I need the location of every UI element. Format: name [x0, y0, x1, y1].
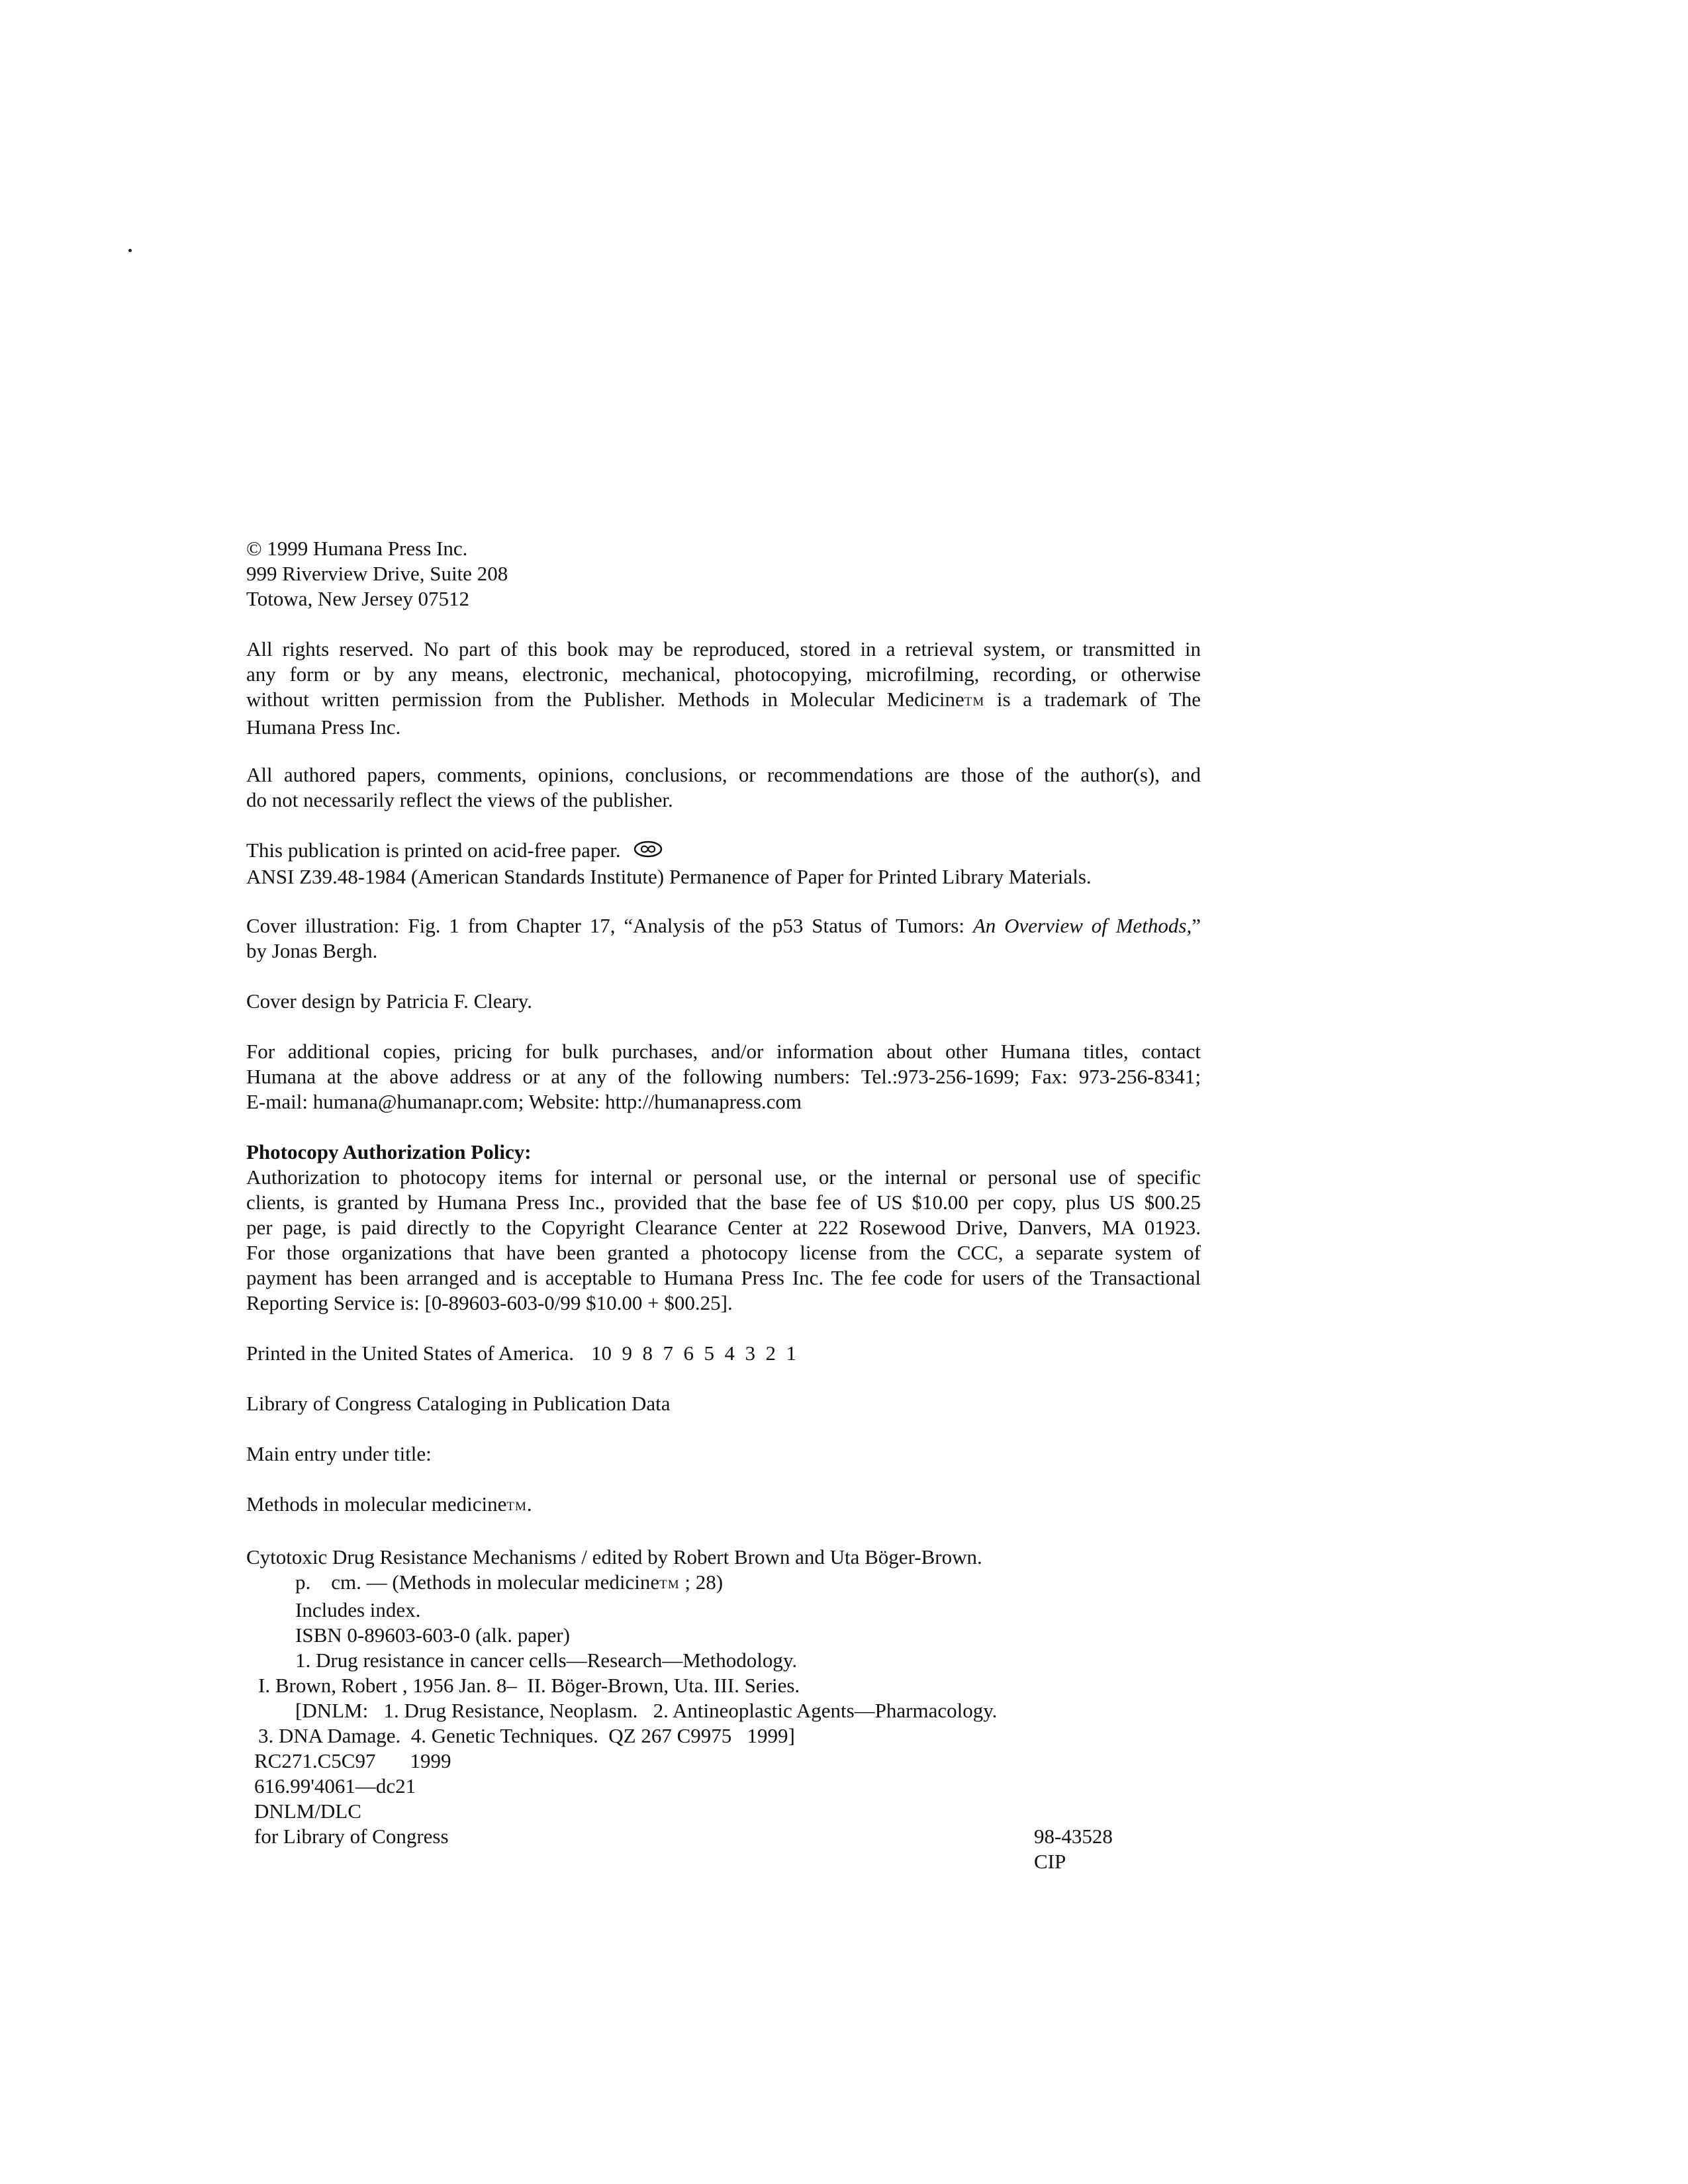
photocopy-line-3: per page, is paid directly to the Copyright Clearance Center at 222 Rosewood Drive, Danvers, MA 01923. [246, 1216, 1201, 1239]
includes-index-line: Includes index. [295, 1598, 421, 1621]
added-entries-line: I. Brown, Robert , 1956 Jan. 8– II. Böger-Brown, Uta. III. Series. [258, 1674, 800, 1697]
photocopy-heading: Photocopy Authorization Policy: [246, 1140, 532, 1163]
dnlm-line: [DNLM: 1. Drug Resistance, Neoplasm. 2. Antineoplastic Agents—Pharmacology. [295, 1699, 998, 1722]
photocopy-policy [246, 1140, 1201, 1316]
subject-line: 1. Drug resistance in cancer cells—Research—Methodology. [295, 1649, 798, 1672]
call-number: RC271.C5C97 [254, 1749, 376, 1772]
contact-line-2: Humana at the above address or at any of the following numbers: Tel.:973-256-1699; Fax: 973-256-8341; [246, 1065, 1201, 1088]
contact-paragraph [246, 1039, 1201, 1115]
photocopy-line-1: Authorization to photocopy items for internal or personal use, or the internal or personal use of specific [246, 1165, 1201, 1189]
stray-dot [128, 249, 132, 252]
rights-paragraph [246, 637, 1201, 740]
photocopy-line-5: payment has been arranged and is acceptable to Humana Press Inc. The fee code for users of the Transactional [246, 1266, 1201, 1289]
trademark-symbol: TM [964, 695, 985, 709]
rights-line-3 [246, 687, 1201, 715]
printed-text: Printed in the United States of America. [246, 1342, 575, 1365]
pcm-volume: ; 28) [679, 1570, 724, 1594]
series-text: Methods in molecular medicine [246, 1492, 507, 1516]
infinity-circle-icon [633, 839, 663, 864]
main-entry-line: Main entry under title: [246, 1442, 432, 1465]
rights-line-1: All rights reserved. No part of this book may be reproduced, stored in a retrieval system, or transmitted in [246, 637, 1201, 660]
disclaimer-line-2: do not necessarily reflect the views of the publisher. [246, 788, 673, 811]
pcm-trademark: TM [659, 1578, 680, 1592]
cover-illustration-paragraph [246, 913, 1201, 964]
printed-block [246, 1341, 1201, 1366]
for-library-of-congress: for Library of Congress [254, 1825, 449, 1848]
disclaimer-line-1: All authored papers, comments, opinions, conclusions, or recommendations are those of the author(s), and [246, 763, 1201, 786]
dnlm-dlc-line: DNLM/DLC [254, 1799, 361, 1823]
call-number-line [246, 1749, 1201, 1774]
cover-design-line: Cover design by Patricia F. Cleary. [246, 989, 533, 1013]
book-title-line: Cytotoxic Drug Resistance Mechanisms / edited by Robert Brown and Uta Böger-Brown. [246, 1545, 982, 1569]
rights-line-3-b: is a trademark of The [984, 688, 1201, 711]
cip-block [246, 1391, 1201, 1874]
pcm-text: p. cm. — (Methods in molecular medicine [295, 1570, 660, 1594]
photocopy-line-4: For those organizations that have been granted a photocopy license from the CCC, a separate system of [246, 1241, 1201, 1264]
photocopy-line-6: Reporting Service is: [0-89603-603-0/99 $10.00 + $00.25]. [246, 1291, 733, 1314]
dna-damage-line: 3. DNA Damage. 4. Genetic Techniques. QZ 267 C9975 1999] [258, 1724, 795, 1747]
publisher-address-city: Totowa, New Jersey 07512 [246, 587, 470, 610]
cip-header: Library of Congress Cataloging in Publication Data [246, 1392, 671, 1415]
cover-illustration-text: Cover illustration: Fig. 1 from Chapter 17, “Analysis of the p53 Status of Tumors: [246, 914, 973, 937]
rights-line-3-a: without written permission from the Publisher. Methods in Molecular Medicine [246, 688, 964, 711]
printing-numbers: 10 9 8 7 6 5 4 3 2 1 [591, 1342, 797, 1365]
series-line [246, 1492, 1201, 1520]
cover-illustration-close-quote: ” [1192, 914, 1201, 937]
cover-illustration-line-2: by Jonas Bergh. [246, 939, 378, 962]
ansi-standard-line: ANSI Z39.48-1984 (American Standards Institute) Permanence of Paper for Printed Library Materials. [246, 865, 1092, 888]
rights-line-2: any form or by any means, electronic, mechanical, photocopying, microfilming, recording, or otherwise [246, 662, 1201, 686]
acid-free-text: This publication is printed on acid-free paper. [246, 839, 621, 862]
lccn-number: 98-43528 [1034, 1825, 1113, 1848]
pcm-line [246, 1570, 1201, 1598]
dewey-line: 616.99'4061—dc21 [254, 1774, 416, 1797]
contact-line-3: E-mail: humana@humanapr.com; Website: http://humanapress.com [246, 1090, 802, 1113]
rights-line-4: Humana Press Inc. [246, 715, 401, 739]
photocopy-line-2: clients, is granted by Humana Press Inc., provided that the base fee of US $10.00 per copy, plus US $00.25 [246, 1191, 1201, 1214]
printed-line [246, 1341, 1201, 1366]
publisher-address-street: 999 Riverview Drive, Suite 208 [246, 562, 508, 585]
acid-free-line [246, 838, 1201, 864]
paper-statement [246, 838, 1201, 889]
contact-line-1: For additional copies, pricing for bulk purchases, and/or information about other Humana titles, contact [246, 1040, 1201, 1063]
copyright-line: © 1999 Humana Press Inc. [246, 537, 468, 560]
cover-illustration-line-1 [246, 913, 1201, 938]
cip-label: CIP [1034, 1850, 1066, 1873]
isbn-line: ISBN 0-89603-603-0 (alk. paper) [295, 1623, 570, 1647]
series-period: . [526, 1492, 532, 1516]
cip-label-row [246, 1849, 1201, 1874]
series-trademark: TM [506, 1500, 527, 1514]
call-year: 1999 [410, 1749, 451, 1772]
cover-design-block [246, 989, 1201, 1014]
for-loc-row [246, 1824, 1201, 1849]
disclaimer-paragraph [246, 762, 1201, 813]
cover-illustration-italic: An Overview of Methods, [972, 914, 1192, 937]
copyright-block [246, 536, 1201, 612]
